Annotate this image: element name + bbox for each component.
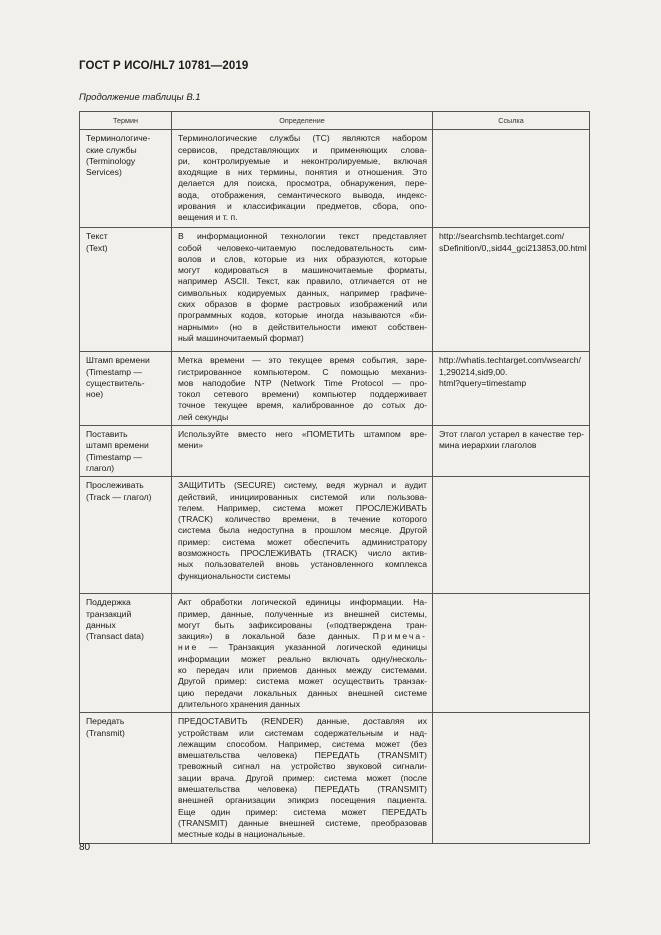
definition-line: ный машиночитаемый формат) — [178, 332, 304, 343]
table-row — [80, 352, 590, 426]
definition-line: внешней организации эпикриз посещения пациента. — [178, 795, 427, 806]
term-line: ное) — [86, 389, 104, 400]
definition-line: точное текущее время, калиброванное до сотых до- — [178, 400, 427, 411]
reference-line: http://whatis.techtarget.com/wsearch/ — [439, 355, 581, 366]
definition-line: вмешательства человека) ПЕРЕДАТЬ (TRANSMIT) — [178, 784, 427, 795]
definition-line: телем. Например, система может ПРОСЛЕЖИВАТЬ — [178, 502, 427, 513]
definition-line: зации врача. Другой пример: система может (после — [178, 772, 427, 783]
reference-line: http://searchsmb.techtarget.com/ — [439, 231, 565, 242]
document-title: ГОСТ Р ИСО/HL7 10781—2019 — [79, 60, 249, 72]
column-header-reference: Ссылка — [433, 112, 590, 130]
table-row — [80, 477, 590, 594]
definition-line: ирования и классификации предметов, сбора, опо- — [178, 201, 427, 212]
definition-cell — [172, 228, 433, 352]
definition-line: волов и слов, которые из них образуются, которые — [178, 253, 427, 264]
definition-line: вещения и т. п. — [178, 212, 238, 223]
definition-line: устройствам или системам содержательным и над- — [178, 727, 427, 738]
definition-line: токол сетевого времени) компьютер поддерживает — [178, 389, 427, 400]
term-line: Поддержка — [86, 597, 131, 608]
term-line: Терминологиче- — [86, 133, 151, 144]
definition-line: мов наподобие NTP (Network Time Protocol — про- — [178, 377, 427, 388]
column-header-term: Термин — [80, 112, 172, 130]
definition-cell — [172, 426, 433, 477]
term-line: Services) — [86, 167, 122, 178]
definition-line: ние — Транзакция указанной логической единицы — [178, 642, 427, 653]
term-line: существитель- — [86, 377, 145, 388]
definition-line: делается для поиска, просмотра, обнаружения, пере- — [178, 178, 427, 189]
term-line: (Text) — [86, 242, 108, 253]
definition-line: ных пользователей вновь установленного комплекса — [178, 559, 427, 570]
definition-line: входящие в них термины, понятия и отношения. Это — [178, 167, 427, 178]
definition-line: сервисов, представляющих и применяющих слова- — [178, 144, 427, 155]
definition-line: Используйте вместо него «ПОМЕТИТЬ штампом вре- — [178, 429, 427, 440]
definition-line: Метка времени — это текущее время события, заре- — [178, 355, 427, 366]
definition-line: действий, инициированных системой или пользова- — [178, 491, 427, 502]
definition-line: мени» — [178, 440, 204, 451]
table-row — [80, 426, 590, 477]
definition-cell — [172, 352, 433, 426]
term-cell — [80, 594, 172, 713]
definition-line: цию передачи локальных данных внешней системе — [178, 687, 427, 698]
term-line: транзакций — [86, 608, 132, 619]
column-header-definition: Определение — [172, 112, 433, 130]
reference-cell — [433, 594, 590, 713]
term-cell — [80, 713, 172, 843]
term-line: (Track — глагол) — [86, 491, 152, 502]
term-cell — [80, 228, 172, 352]
definition-line: местные коды в национальные. — [178, 829, 306, 840]
definition-line: (TRACK) количество времени, в течение которого — [178, 514, 427, 525]
definition-line: ЗАЩИТИТЬ (SECURE) систему, ведя журнал и аудит — [178, 480, 427, 491]
term-line: данных — [86, 619, 116, 630]
definition-line: тревожный сигнал на устройство звуковой сигнали- — [178, 761, 427, 772]
reference-line: мина иерархии глаголов — [439, 440, 537, 451]
definition-line: возможность ПРОСЛЕЖИВАТЬ (TRACK) число актив- — [178, 548, 427, 559]
definition-cell — [172, 130, 433, 228]
definition-line: гистрированное компьютером. С помощью механиз- — [178, 366, 427, 377]
reference-cell — [433, 130, 590, 228]
table-header-row — [80, 112, 590, 130]
table-row — [80, 594, 590, 713]
term-cell — [80, 426, 172, 477]
term-line: Поставить — [86, 429, 128, 440]
definition-cell — [172, 594, 433, 713]
definition-line: лей секунды — [178, 411, 229, 422]
definition-line: функциональности системы — [178, 570, 291, 581]
definition-line: могут кодироваться в машиночитаемые форматы, — [178, 265, 427, 276]
reference-cell — [433, 713, 590, 843]
definition-line: ПРЕДОСТАВИТЬ (RENDER) данные, доставляя их — [178, 716, 427, 727]
definition-cell — [172, 477, 433, 594]
term-cell — [80, 477, 172, 594]
definition-line: Терминологические службы (ТС) являются набором — [178, 133, 427, 144]
term-line: глагол) — [86, 462, 115, 473]
definition-line: В информационной технологии текст представляет — [178, 231, 427, 242]
definition-line: например ASCII. Текст, как правило, отличается от не — [178, 276, 427, 287]
term-cell — [80, 130, 172, 228]
table-body — [80, 130, 590, 843]
definition-line: могут быть зафиксированы («подтверждена тран- — [178, 619, 427, 630]
definition-line: собой человеко-читаемую последовательность сим- — [178, 242, 427, 253]
table-row — [80, 130, 590, 228]
definition-cell — [172, 713, 433, 843]
table-caption: Продолжение таблицы В.1 — [79, 92, 201, 103]
definition-line: ко передач или приемов данных между системами. — [178, 665, 427, 676]
term-line: Передать — [86, 716, 125, 727]
definition-line: ри, контролируемые и неконтролируемые, включая — [178, 155, 427, 166]
term-line: Текст — [86, 231, 108, 242]
definition-line: вода, отображения, семантического вывода, индекс- — [178, 189, 427, 200]
term-line: (Terminology — [86, 155, 136, 166]
definition-line: символьных кодируемых данных, например графиче- — [178, 287, 427, 298]
definition-line: нарными» (но в действительности имеют собствен- — [178, 321, 427, 332]
definition-line: ских образов в форме растровых изображений или — [178, 299, 427, 310]
reference-cell — [433, 228, 590, 352]
definition-line: программных кодов, которые иногда называются «би- — [178, 310, 427, 321]
page-number: 80 — [79, 842, 91, 853]
definition-line: закция») в локальной базе данных. Примеча- — [178, 631, 427, 642]
reference-line: Этот глагол устарел в качестве тер- — [439, 429, 584, 440]
reference-line: sDefinition/0,,sid44_gci213853,00.html — [439, 242, 587, 253]
term-line: (Transmit) — [86, 727, 125, 738]
reference-line: html?query=timestamp — [439, 377, 527, 388]
table-row — [80, 228, 590, 352]
definition-line: Еще один пример: система может ПЕРЕДАТЬ — [178, 806, 427, 817]
definition-line: пример: система может обеспечить администратору — [178, 536, 427, 547]
term-line: штамп времени — [86, 440, 149, 451]
reference-cell — [433, 352, 590, 426]
term-line: ские службы — [86, 144, 137, 155]
term-line: (Timestamp — — [86, 451, 143, 462]
term-line: Прослеживать — [86, 480, 144, 491]
definition-line: информации может реально включать одну/несколь- — [178, 653, 427, 664]
definition-line: система была недоступна в прошлом месяце. Другой — [178, 525, 427, 536]
definition-line: лежащим способом. Например, система может (без — [178, 738, 427, 749]
definition-line: пример, данные, полученные из внешней системы, — [178, 608, 427, 619]
term-line: Штамп времени — [86, 355, 150, 366]
term-line: (Timestamp — — [86, 366, 143, 377]
definitions-table — [79, 111, 590, 844]
reference-cell — [433, 426, 590, 477]
definition-line: Другой пример: система может осуществить транзак- — [178, 676, 427, 687]
term-cell — [80, 352, 172, 426]
table-row — [80, 713, 590, 843]
term-line: (Transact data) — [86, 631, 144, 642]
reference-line: 1,290214,sid9,00. — [439, 366, 508, 377]
definition-line: Акт обработки логической единицы информации. На- — [178, 597, 427, 608]
reference-cell — [433, 477, 590, 594]
definition-line: (TRANSMIT) данные внешней системе, преобразовав — [178, 817, 427, 828]
definition-line: длительного хранения данных — [178, 698, 301, 709]
definition-line: вмешательства человека) ПЕРЕДАТЬ (TRANSMIT) — [178, 750, 427, 761]
